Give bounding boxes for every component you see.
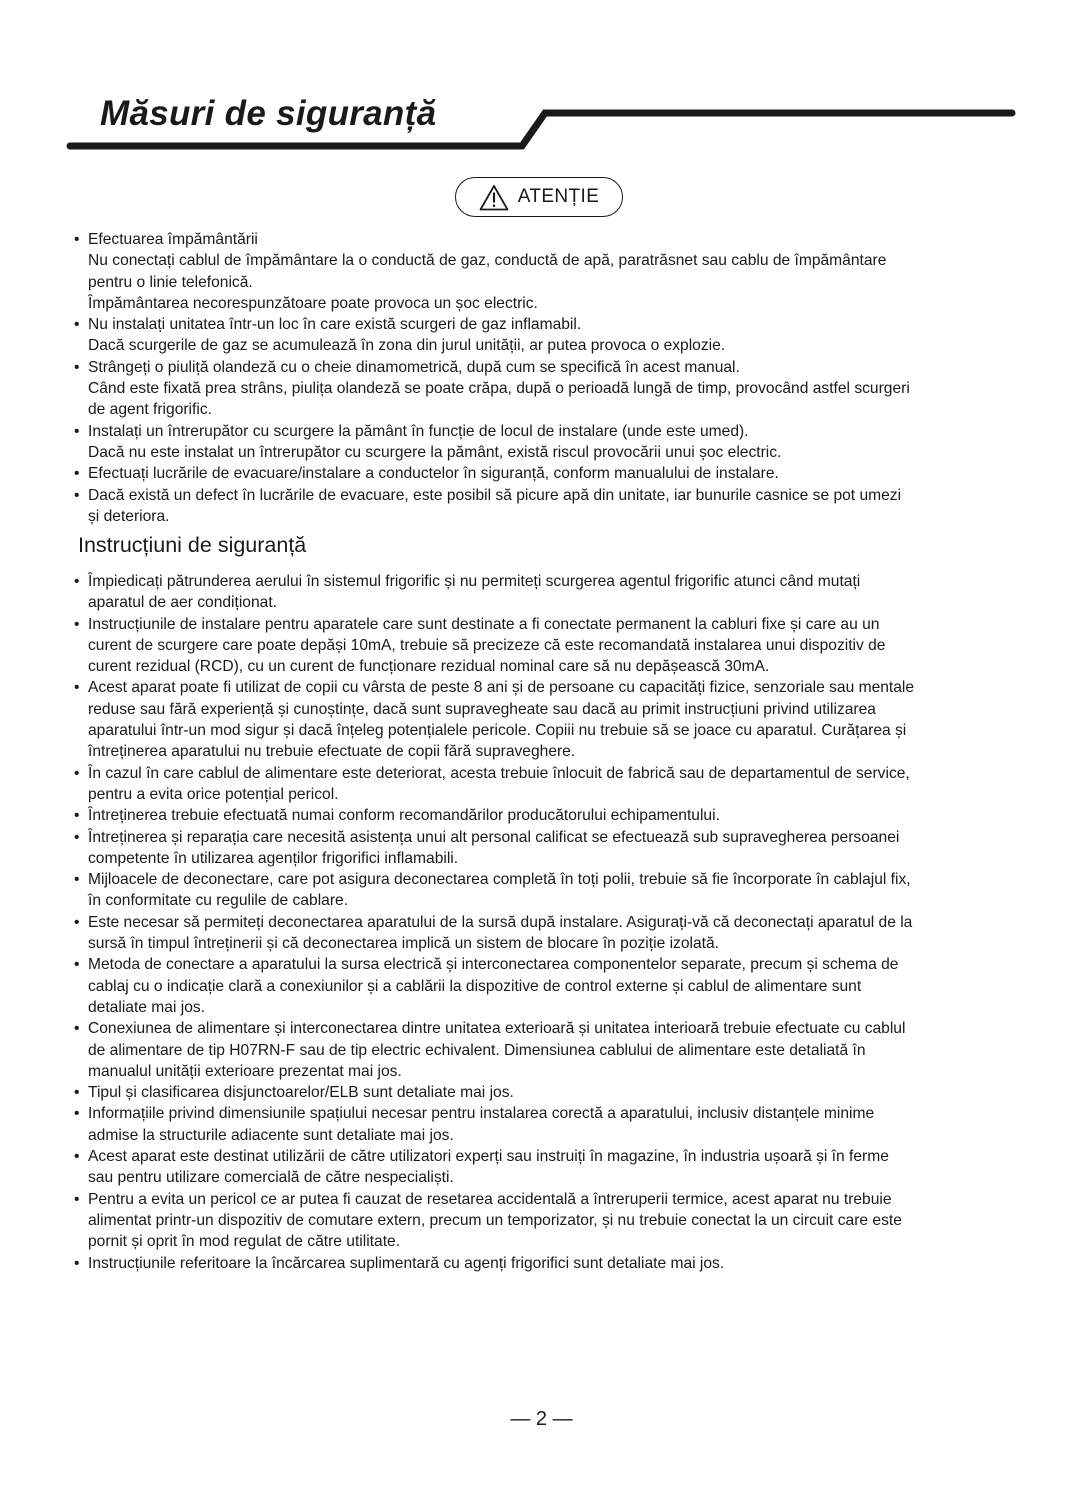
item-text: pentru a evita orice potențial pericol.: [88, 785, 339, 803]
item-text: curent rezidual (RCD), cu un curent de funcționare rezidual nominal care să nu depășească 30mA.: [88, 658, 770, 676]
item-text: aparatului într-un mod sigur și dacă înțeleg potențialele pericole. Copiii nu trebuie să se joace cu aparatul. Curățarea și: [88, 722, 907, 740]
bullet: •: [74, 316, 80, 334]
item-text: de agent frigorific.: [88, 401, 212, 419]
bullet: •: [74, 956, 80, 974]
safety-item: [74, 827, 1019, 870]
item-text: detaliate mai jos.: [88, 998, 206, 1016]
bullet: •: [74, 486, 80, 504]
caution-item: [74, 463, 1019, 484]
item-text: Pentru a evita un pericol ce ar putea fi cauzat de resetarea accidentală a întreruperii termice, acest aparat nu trebuie: [88, 1190, 892, 1208]
item-text: Acest aparat poate fi utilizat de copii cu vârsta de peste 8 ani și de persoane cu capacități fizice, senzoriale sau mentale: [88, 679, 915, 697]
safety-item: [74, 614, 1019, 678]
item-text: sau pentru utilizare comercială de către nespecialiști.: [88, 1169, 454, 1187]
item-text: Conexiunea de alimentare și interconectarea dintre unitatea exterioară și unitatea interioară trebuie efectuate cu cablul: [88, 1020, 906, 1038]
item-text: întreținerea aparatului nu trebuie efectuate de copii fără supraveghere.: [88, 743, 576, 761]
bullet: •: [74, 764, 80, 782]
bullet: •: [74, 1148, 80, 1166]
bullet: •: [74, 871, 80, 889]
item-text: Când este fixată prea strâns, piulița olandeză se poate crăpa, după o perioadă lungă de timp, provocând astfel scurgeri: [88, 380, 910, 398]
caution-item: [74, 357, 1019, 421]
item-text: reduse sau fără experiență și cunoștințe, dacă sunt supravegheate sau dacă au primit instrucțiuni privind utilizarea: [88, 700, 876, 718]
item-text: Metoda de conectare a aparatului la sursa electrică și interconectarea componentelor separate, precum și schema de: [88, 956, 899, 974]
safety-item: [74, 1082, 1019, 1103]
item-text: Este necesar să permiteți deconectarea aparatului de la sursă după instalare. Asigurați-vă că deconectați aparatul de la: [88, 913, 913, 931]
item-text: competente în utilizarea agenților frigorifici inflamabili.: [88, 849, 459, 867]
bullet: •: [74, 1084, 80, 1102]
bullet: •: [74, 465, 80, 483]
bullet: •: [74, 807, 80, 825]
item-text: sursă în timpul întreținerii și că deconectarea implică un sistem de blocare în poziție izolată.: [88, 935, 719, 953]
item-text: Dacă scurgerile de gaz se acumulează în zona din jurul unității, ar putea provoca o explozie.: [88, 337, 726, 355]
bullet: •: [74, 358, 80, 376]
attention-label: ATENȚIE: [517, 186, 600, 207]
item-text: Efectuați lucrările de evacuare/instalare a conductelor în siguranță, conform manualului de instalare.: [88, 465, 779, 483]
item-text: curent de scurgere care poate depăși 10mA, trebuie să precizeze că este recomandată instalarea unui dispozitiv de: [88, 636, 886, 654]
item-text: Instrucțiunile referitoare la încărcarea suplimentară cu agenți frigorifici sunt detaliate mai jos.: [88, 1254, 725, 1272]
header-rule: [0, 0, 1083, 160]
safety-list: [74, 571, 1019, 1274]
safety-item: [74, 1103, 1019, 1146]
safety-item: [74, 954, 1019, 1018]
safety-item: [74, 571, 1019, 614]
item-text: pornit și oprit în mod regulat de către utilitate.: [88, 1233, 401, 1251]
page-header: [0, 0, 1083, 160]
item-text: Dacă există un defect în lucrările de evacuare, este posibil să picure apă din unitate, iar bunurile casnice se pot umezi: [88, 486, 902, 504]
item-text: admise la structurile adiacente sunt detaliate mai jos.: [88, 1126, 454, 1144]
bullet: •: [74, 1020, 80, 1038]
item-text: Împământarea necorespunzătoare poate provoca un șoc electric.: [88, 294, 538, 312]
item-text: pentru o linie telefonică.: [88, 273, 253, 291]
caution-item: [74, 485, 1019, 528]
item-text: Nu conectați cablul de împământare la o conductă de gaz, conductă de apă, paratrăsnet sau cablu de împământare: [88, 252, 887, 270]
safety-item: [74, 763, 1019, 806]
bullet: •: [74, 231, 80, 248]
bullet: •: [74, 422, 80, 440]
item-text: Împiedicați pătrunderea aerului în sistemul frigorific și nu permiteți scurgerea agentul frigorific atunci când mutați: [88, 573, 861, 590]
safety-section-title: Instrucțiuni de siguranță: [78, 533, 307, 557]
item-text: alimentat printr-un dispozitiv de comutare extern, precum un temporizator, și nu trebuie conectat la un circuit care este: [88, 1211, 902, 1229]
caution-item: [74, 421, 1019, 464]
warning-triangle-icon: [479, 184, 509, 211]
item-text: Informațiile privind dimensiunile spațiului necesar pentru instalarea corectă a aparatului, inclusiv distanțele minime: [88, 1105, 875, 1123]
bullet: •: [74, 828, 80, 846]
item-text: Întreținerea și reparația care necesită asistența unui alt personal calificat se efectuează sub supravegherea persoanei: [88, 828, 900, 846]
bullet: •: [74, 679, 80, 697]
item-text: Dacă nu este instalat un întrerupător cu scurgere la pământ, există riscul provocării unui șoc electric.: [88, 443, 782, 461]
item-text: În cazul în care cablul de alimentare este deteriorat, acesta trebuie înlocuit de fabrică sau de departamentul de service,: [88, 764, 910, 782]
safety-item: [74, 1146, 1019, 1189]
item-text: Instalați un întrerupător cu scurgere la pământ în funcție de locul de instalare (unde este umed).: [88, 422, 749, 440]
safety-item: [74, 869, 1019, 912]
item-text: cablaj cu o indicație clară a conexiunilor și a cablării la dispozitive de control externe și cablul de alimentare sunt: [88, 977, 862, 995]
item-text: în conformitate cu regulile de cablare.: [88, 892, 349, 910]
item-text: Strângeți o piuliță olandeză cu o cheie dinamometrică, după cum se specifică în acest manual.: [88, 358, 740, 376]
page-title: Măsuri de siguranță: [100, 94, 437, 133]
bullet: •: [74, 913, 80, 931]
item-text: Mijloacele de deconectare, care pot asigura deconectarea completă în toți polii, trebuie să fie încorporate în cablajul fix,: [88, 871, 911, 889]
item-text: Tipul și clasificarea disjunctoarelor/ELB sunt detaliate mai jos.: [88, 1084, 514, 1102]
bullet: •: [74, 1254, 80, 1272]
item-text: de alimentare de tip H07RN-F sau de tip electric echivalent. Dimensiunea cablului de alimentare este detaliată în: [88, 1041, 866, 1059]
safety-item: [74, 1189, 1019, 1253]
safety-item: [74, 1253, 1019, 1274]
attention-badge: [455, 177, 623, 217]
item-text: Nu instalați unitatea într-un loc în care există scurgeri de gaz inflamabil.: [88, 316, 582, 334]
caution-list: [74, 229, 1019, 527]
bullet: •: [74, 573, 80, 590]
safety-item: [74, 1018, 1019, 1082]
bullet: •: [74, 1105, 80, 1123]
item-text: aparatul de aer condiționat.: [88, 594, 277, 612]
item-text: Efectuarea împământării: [88, 231, 258, 248]
item-text: Întreținerea trebuie efectuată numai conform recomandărilor producătorului echipamentului.: [88, 807, 720, 825]
item-text: Instrucțiunile de instalare pentru aparatele care sunt destinate a fi conectate permanent la cabluri fixe și care au un: [88, 615, 880, 633]
bullet: •: [74, 1190, 80, 1208]
safety-item: [74, 805, 1019, 826]
item-text: Acest aparat este destinat utilizării de către utilizatori experți sau instruiți în magazine, în industria ușoară și în ferme: [88, 1148, 889, 1166]
page-number: — 2 —: [510, 1408, 573, 1430]
bullet: •: [74, 615, 80, 633]
safety-item: [74, 912, 1019, 955]
caution-item: [74, 314, 1019, 357]
item-text: manualul unității exterioare prezentat mai jos.: [88, 1062, 402, 1080]
caution-item: [74, 229, 1019, 314]
item-text: și deteriora.: [88, 507, 170, 525]
safety-item: [74, 677, 1019, 762]
